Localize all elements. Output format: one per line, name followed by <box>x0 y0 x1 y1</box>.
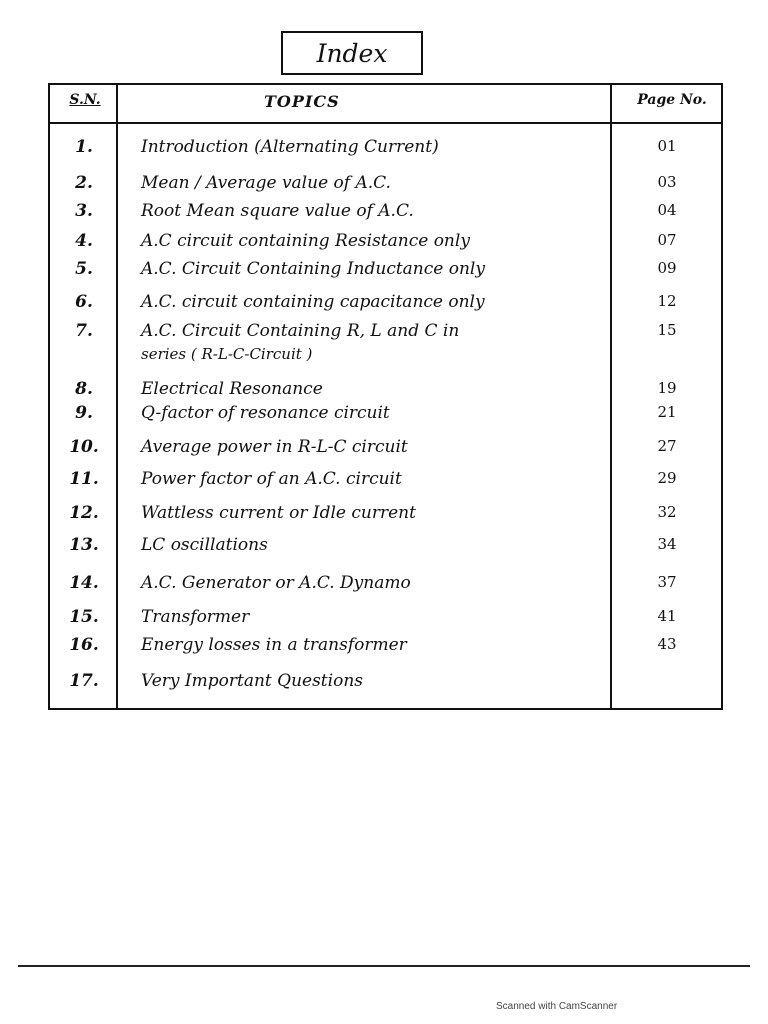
table-row <box>50 259 721 289</box>
row-topic: Introduction (Alternating Current) <box>141 137 439 157</box>
row-topic: Wattless current or Idle current <box>141 503 416 523</box>
row-topic-continued: series ( R-L-C-Circuit ) <box>141 345 313 363</box>
row-topic: A.C. circuit containing capacitance only <box>141 292 485 312</box>
row-serial-number: 5. <box>75 259 93 279</box>
row-topic: Transformer <box>141 607 250 627</box>
table-row <box>50 573 721 603</box>
row-serial-number: 2. <box>75 173 93 193</box>
row-topic: Mean / Average value of A.C. <box>141 173 391 193</box>
row-serial-number: 16. <box>69 635 99 655</box>
row-serial-number: 9. <box>75 403 93 423</box>
row-serial-number: 11. <box>69 469 99 489</box>
table-row <box>50 201 721 231</box>
row-topic: Root Mean square value of A.C. <box>141 201 414 221</box>
row-serial-number: 4. <box>75 231 93 251</box>
header-divider <box>50 122 721 124</box>
row-topic: LC oscillations <box>141 535 268 555</box>
row-page-number: 03 <box>657 173 677 191</box>
row-topic: Power factor of an A.C. circuit <box>141 469 402 489</box>
scanner-watermark: Scanned with CamScanner <box>496 1001 618 1012</box>
table-row <box>50 635 721 665</box>
row-page-number: 01 <box>657 137 677 155</box>
row-page-number: 41 <box>657 607 677 625</box>
row-serial-number: 7. <box>75 321 93 341</box>
table-row <box>50 437 721 467</box>
table-row <box>50 671 721 701</box>
row-serial-number: 12. <box>69 503 99 523</box>
row-topic: A.C. Circuit Containing R, L and C in <box>141 321 460 341</box>
row-topic: Q-factor of resonance circuit <box>141 403 390 423</box>
header-topics: TOPICS <box>264 92 340 111</box>
row-page-number: 32 <box>657 503 677 521</box>
table-row <box>50 503 721 533</box>
header-sn: S.N. <box>69 92 101 108</box>
index-table <box>48 83 723 710</box>
row-topic: Energy losses in a transformer <box>141 635 407 655</box>
table-row <box>50 231 721 261</box>
row-serial-number: 6. <box>75 292 93 312</box>
row-page-number: 21 <box>657 403 677 421</box>
row-serial-number: 13. <box>69 535 99 555</box>
row-page-number: 07 <box>657 231 677 249</box>
row-page-number: 34 <box>657 535 677 553</box>
row-page-number: 27 <box>657 437 677 455</box>
row-topic: Very Important Questions <box>141 671 363 691</box>
row-page-number: 15 <box>657 321 677 339</box>
row-serial-number: 1. <box>75 137 93 157</box>
row-page-number: 29 <box>657 469 677 487</box>
table-row <box>50 403 721 433</box>
header-page-no: Page No. <box>637 92 707 108</box>
table-row <box>50 173 721 203</box>
table-row <box>50 469 721 499</box>
row-serial-number: 10. <box>69 437 99 457</box>
row-page-number: 19 <box>657 379 677 397</box>
row-topic: A.C. Generator or A.C. Dynamo <box>141 573 411 593</box>
row-page-number: 37 <box>657 573 677 591</box>
row-serial-number: 14. <box>69 573 99 593</box>
row-topic: A.C circuit containing Resistance only <box>141 231 470 251</box>
row-serial-number: 17. <box>69 671 99 691</box>
table-row <box>50 321 721 363</box>
row-topic: A.C. Circuit Containing Inductance only <box>141 259 485 279</box>
row-serial-number: 3. <box>75 201 93 221</box>
row-serial-number: 8. <box>75 379 93 399</box>
table-row <box>50 292 721 322</box>
table-row <box>50 535 721 565</box>
row-page-number: 12 <box>657 292 677 310</box>
row-topic: Average power in R-L-C circuit <box>141 437 408 457</box>
row-page-number: 04 <box>657 201 677 219</box>
row-page-number: 09 <box>657 259 677 277</box>
row-topic: Electrical Resonance <box>141 379 323 399</box>
row-serial-number: 15. <box>69 607 99 627</box>
index-title: Index <box>281 31 423 75</box>
row-page-number: 43 <box>657 635 677 653</box>
table-row <box>50 137 721 167</box>
table-row <box>50 607 721 637</box>
footer-divider <box>18 965 750 967</box>
